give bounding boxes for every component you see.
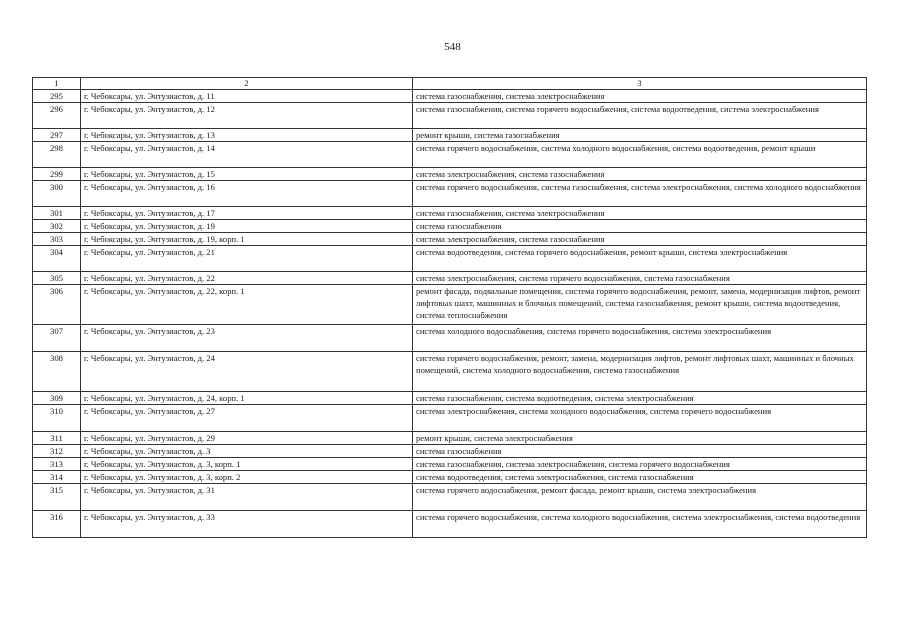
- table-row: [33, 445, 867, 458]
- row-address: г. Чебоксары, ул. Энтузиастов, д. 3, корп. 2: [81, 471, 413, 484]
- row-works: система холодного водоснабжения, система горячего водоснабжения, система электроснабжения: [413, 325, 867, 352]
- row-number: 311: [33, 432, 81, 445]
- row-number: 315: [33, 484, 81, 511]
- row-address: г. Чебоксары, ул. Энтузиастов, д. 19: [81, 220, 413, 233]
- row-number: 305: [33, 272, 81, 285]
- row-address: г. Чебоксары, ул. Энтузиастов, д. 22, корп. 1: [81, 285, 413, 325]
- row-number: 310: [33, 405, 81, 432]
- header-col-number: 1: [33, 78, 81, 90]
- row-address: г. Чебоксары, ул. Энтузиастов, д. 22: [81, 272, 413, 285]
- table-row: [33, 220, 867, 233]
- row-address: г. Чебоксары, ул. Энтузиастов, д. 31: [81, 484, 413, 511]
- row-works: система газоснабжения: [413, 445, 867, 458]
- row-number: 312: [33, 445, 81, 458]
- row-works: система электроснабжения, система холодного водоснабжения, система горячего водоснабжения: [413, 405, 867, 432]
- row-address: г. Чебоксары, ул. Энтузиастов, д. 11: [81, 90, 413, 103]
- table-row: [33, 484, 867, 511]
- row-address: г. Чебоксары, ул. Энтузиастов, д. 13: [81, 129, 413, 142]
- row-address: г. Чебоксары, ул. Энтузиастов, д. 12: [81, 103, 413, 129]
- row-number: 309: [33, 392, 81, 405]
- row-address: г. Чебоксары, ул. Энтузиастов, д. 21: [81, 246, 413, 272]
- header-row: [33, 78, 867, 90]
- table-row: [33, 90, 867, 103]
- row-address: г. Чебоксары, ул. Энтузиастов, д. 24, корп. 1: [81, 392, 413, 405]
- table-row: [33, 103, 867, 129]
- row-works: система электроснабжения, система горячего водоснабжения, система газоснабжения: [413, 272, 867, 285]
- row-address: г. Чебоксары, ул. Энтузиастов, д. 24: [81, 352, 413, 392]
- table-row: [33, 207, 867, 220]
- row-number: 299: [33, 168, 81, 181]
- row-number: 303: [33, 233, 81, 246]
- table-row: [33, 168, 867, 181]
- row-address: г. Чебоксары, ул. Энтузиастов, д. 16: [81, 181, 413, 207]
- table-row: [33, 432, 867, 445]
- row-works: система электроснабжения, система газоснабжения: [413, 168, 867, 181]
- row-works: система газоснабжения, система водоотведения, система электроснабжения: [413, 392, 867, 405]
- row-works: система электроснабжения, система газоснабжения: [413, 233, 867, 246]
- row-number: 300: [33, 181, 81, 207]
- table-row: [33, 142, 867, 168]
- row-works: система газоснабжения, система электроснабжения, система горячего водоснабжения: [413, 458, 867, 471]
- row-address: г. Чебоксары, ул. Энтузиастов, д. 27: [81, 405, 413, 432]
- table-row: [33, 129, 867, 142]
- row-number: 298: [33, 142, 81, 168]
- row-works: ремонт крыши, система газоснабжения: [413, 129, 867, 142]
- table-row: [33, 352, 867, 392]
- row-number: 295: [33, 90, 81, 103]
- row-number: 297: [33, 129, 81, 142]
- row-number: 307: [33, 325, 81, 352]
- row-works: система водоотведения, система электроснабжения, система газоснабжения: [413, 471, 867, 484]
- row-works: система газоснабжения, система горячего водоснабжения, система водоотведения, система электроснабжения: [413, 103, 867, 129]
- row-works: система горячего водоснабжения, ремонт фасада, ремонт крыши, система электроснабжения: [413, 484, 867, 511]
- row-address: г. Чебоксары, ул. Энтузиастов, д. 19, корп. 1: [81, 233, 413, 246]
- row-works: система водоотведения, система горячего водоснабжения, ремонт крыши, система электроснабжения: [413, 246, 867, 272]
- row-address: г. Чебоксары, ул. Энтузиастов, д. 15: [81, 168, 413, 181]
- row-number: 296: [33, 103, 81, 129]
- row-number: 314: [33, 471, 81, 484]
- row-number: 308: [33, 352, 81, 392]
- row-address: г. Чебоксары, ул. Энтузиастов, д. 23: [81, 325, 413, 352]
- table-row: [33, 285, 867, 325]
- row-address: г. Чебоксары, ул. Энтузиастов, д. 3, корп. 1: [81, 458, 413, 471]
- row-works: система газоснабжения, система электроснабжения: [413, 90, 867, 103]
- row-address: г. Чебоксары, ул. Энтузиастов, д. 14: [81, 142, 413, 168]
- table-row: [33, 458, 867, 471]
- row-works: система газоснабжения: [413, 220, 867, 233]
- works-table: [32, 77, 867, 538]
- row-number: 301: [33, 207, 81, 220]
- header-col-works: 3: [413, 78, 867, 90]
- table-row: [33, 246, 867, 272]
- row-works: система горячего водоснабжения, система холодного водоснабжения, система водоотведения, ремонт крыши: [413, 142, 867, 168]
- table-body: [33, 90, 867, 538]
- row-works: система горячего водоснабжения, система холодного водоснабжения, система электроснабжения, система водоотведения: [413, 511, 867, 538]
- row-address: г. Чебоксары, ул. Энтузиастов, д. 17: [81, 207, 413, 220]
- row-works: система газоснабжения, система электроснабжения: [413, 207, 867, 220]
- row-address: г. Чебоксары, ул. Энтузиастов, д. 3: [81, 445, 413, 458]
- row-number: 302: [33, 220, 81, 233]
- row-number: 304: [33, 246, 81, 272]
- table-row: [33, 181, 867, 207]
- table-row: [33, 325, 867, 352]
- table-row: [33, 471, 867, 484]
- row-address: г. Чебоксары, ул. Энтузиастов, д. 29: [81, 432, 413, 445]
- row-works: ремонт крыши, система электроснабжения: [413, 432, 867, 445]
- header-col-address: 2: [81, 78, 413, 90]
- page-number: 548: [444, 41, 461, 53]
- row-number: 316: [33, 511, 81, 538]
- table-row: [33, 272, 867, 285]
- table-row: [33, 233, 867, 246]
- table-row: [33, 405, 867, 432]
- row-number: 306: [33, 285, 81, 325]
- table-row: [33, 511, 867, 538]
- table-row: [33, 392, 867, 405]
- row-number: 313: [33, 458, 81, 471]
- row-works: система горячего водоснабжения, ремонт, замена, модернизация лифтов, ремонт лифтовых шахт, машинных и блочных помещений, система холодного водоснабжения, система газоснабжения: [413, 352, 867, 392]
- row-works: система горячего водоснабжения, система газоснабжения, система электроснабжения, система холодного водоснабжения: [413, 181, 867, 207]
- row-address: г. Чебоксары, ул. Энтузиастов, д. 33: [81, 511, 413, 538]
- row-works: ремонт фасада, подвальные помещения, система горячего водоснабжения, ремонт, замена, модернизация лифтов, ремонт лифтовых шахт, машинных и блочных помещений, система газоснабжения, ремонт крыши, система водоотведения, система теплоснабжения: [413, 285, 867, 325]
